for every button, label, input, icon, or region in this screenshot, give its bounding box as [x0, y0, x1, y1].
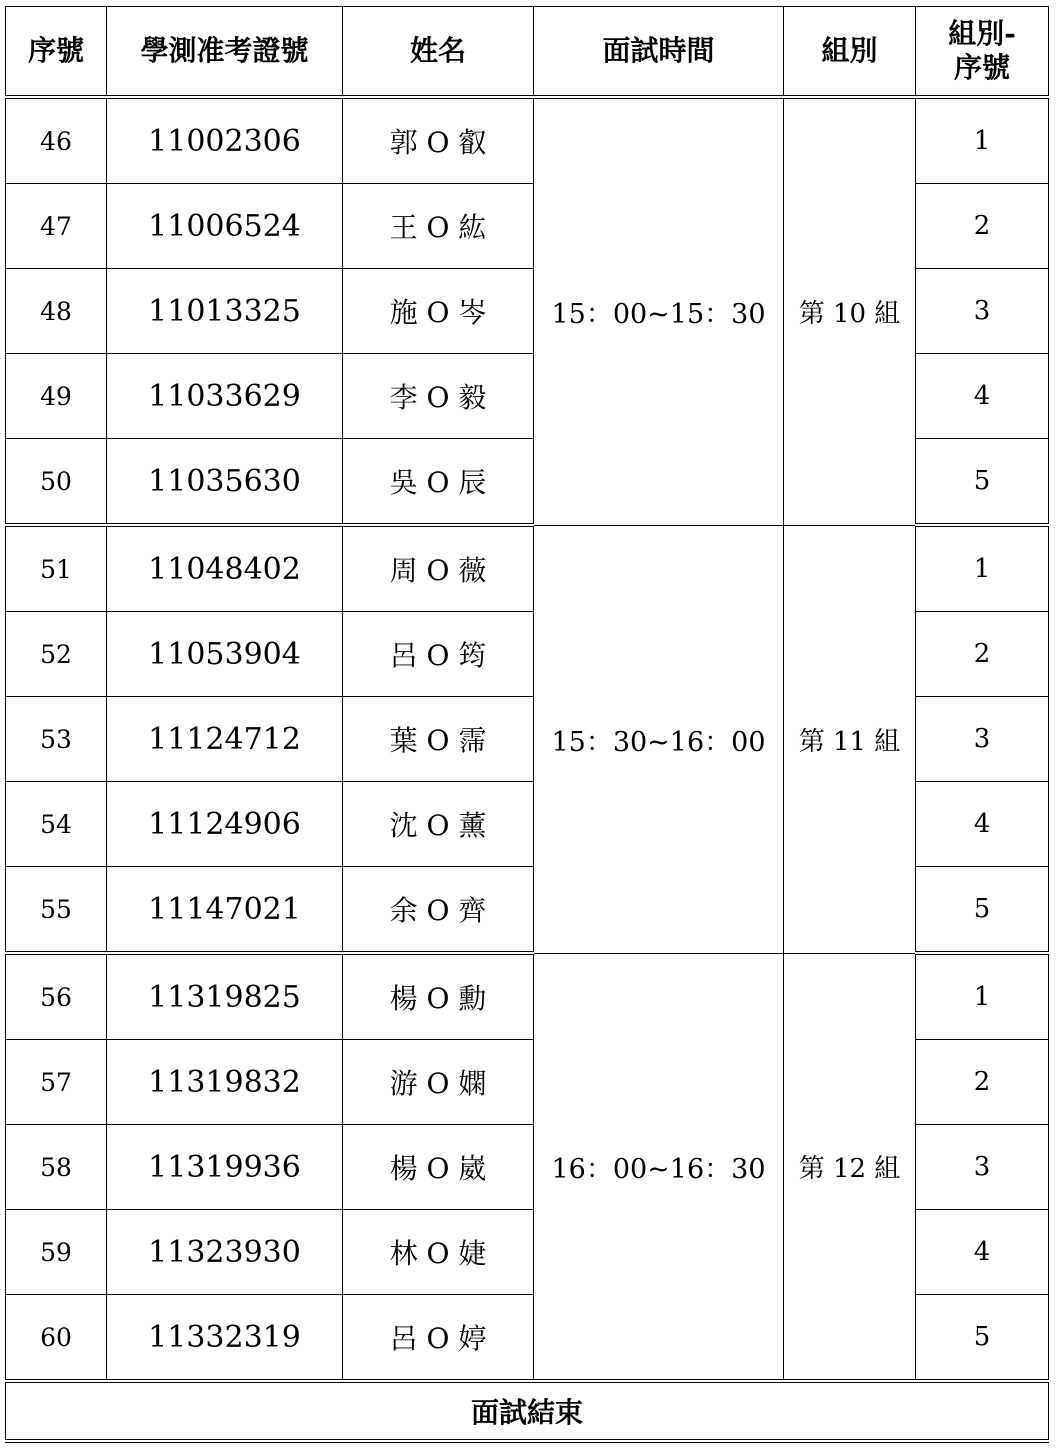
cell-seq: 46 [6, 97, 107, 184]
header-group-seq-line2: 序號 [953, 51, 1010, 84]
cell-name: 楊 O 勳 [343, 953, 534, 1040]
cell-group-seq: 3 [916, 697, 1049, 782]
cell-group-seq: 2 [916, 184, 1049, 269]
cell-exam-no: 11035630 [107, 439, 343, 526]
cell-exam-no: 11002306 [107, 97, 343, 184]
cell-group-seq: 1 [916, 953, 1049, 1040]
cell-seq: 57 [6, 1040, 107, 1125]
footer-end-text: 面試結束 [6, 1381, 1049, 1441]
cell-exam-no: 11147021 [107, 867, 343, 954]
cell-group-seq: 4 [916, 1210, 1049, 1295]
cell-exam-no: 11319825 [107, 953, 343, 1040]
cell-group-seq: 4 [916, 354, 1049, 439]
cell-group-seq: 2 [916, 1040, 1049, 1125]
cell-exam-no: 11124712 [107, 697, 343, 782]
cell-name: 葉 O 霈 [343, 697, 534, 782]
header-group-seq-line1: 組別- [948, 17, 1016, 50]
header-row [6, 7, 1049, 98]
cell-group-label: 第 10 組 [784, 97, 916, 525]
cell-group-seq: 4 [916, 782, 1049, 867]
cell-group-seq: 5 [916, 439, 1049, 526]
cell-seq: 58 [6, 1125, 107, 1210]
cell-group-label: 第 11 組 [784, 525, 916, 953]
header-name: 姓名 [343, 7, 534, 98]
cell-name: 吳 O 辰 [343, 439, 534, 526]
cell-exam-no: 11006524 [107, 184, 343, 269]
header-group-seq [916, 7, 1049, 98]
cell-interview-time: 15：00~15：30 [534, 97, 784, 525]
cell-exam-no: 11323930 [107, 1210, 343, 1295]
cell-seq: 60 [6, 1295, 107, 1382]
cell-group-seq: 5 [916, 867, 1049, 954]
cell-name: 呂 O 婷 [343, 1295, 534, 1382]
cell-name: 楊 O 崴 [343, 1125, 534, 1210]
table-body [6, 97, 1049, 1381]
cell-seq: 53 [6, 697, 107, 782]
cell-name: 周 O 薇 [343, 525, 534, 612]
header-exam-no: 學測准考證號 [107, 7, 343, 98]
cell-seq: 52 [6, 612, 107, 697]
cell-exam-no: 11013325 [107, 269, 343, 354]
cell-exam-no: 11048402 [107, 525, 343, 612]
header-time: 面試時間 [534, 7, 784, 98]
cell-name: 余 O 齊 [343, 867, 534, 954]
cell-group-seq: 2 [916, 612, 1049, 697]
cell-exam-no: 11124906 [107, 782, 343, 867]
cell-name: 游 O 嫻 [343, 1040, 534, 1125]
cell-name: 施 O 岑 [343, 269, 534, 354]
cell-exam-no: 11332319 [107, 1295, 343, 1382]
cell-seq: 48 [6, 269, 107, 354]
header-group: 組別 [784, 7, 916, 98]
cell-group-seq: 5 [916, 1295, 1049, 1382]
interview-schedule-table [5, 6, 1049, 1443]
cell-name: 郭 O 叡 [343, 97, 534, 184]
cell-seq: 55 [6, 867, 107, 954]
table-row [6, 525, 1049, 612]
cell-exam-no: 11033629 [107, 354, 343, 439]
cell-name: 王 O 紘 [343, 184, 534, 269]
cell-exam-no: 11319832 [107, 1040, 343, 1125]
cell-group-label: 第 12 組 [784, 953, 916, 1381]
cell-interview-time: 15：30~16：00 [534, 525, 784, 953]
cell-exam-no: 11319936 [107, 1125, 343, 1210]
cell-exam-no: 11053904 [107, 612, 343, 697]
cell-seq: 54 [6, 782, 107, 867]
cell-name: 林 O 婕 [343, 1210, 534, 1295]
table-row [6, 953, 1049, 1040]
footer-row [6, 1381, 1049, 1441]
cell-seq: 56 [6, 953, 107, 1040]
cell-name: 李 O 毅 [343, 354, 534, 439]
cell-group-seq: 3 [916, 269, 1049, 354]
cell-group-seq: 3 [916, 1125, 1049, 1210]
table-row [6, 97, 1049, 184]
cell-seq: 50 [6, 439, 107, 526]
cell-seq: 59 [6, 1210, 107, 1295]
cell-name: 呂 O 筠 [343, 612, 534, 697]
cell-interview-time: 16：00~16：30 [534, 953, 784, 1381]
cell-name: 沈 O 薰 [343, 782, 534, 867]
cell-seq: 47 [6, 184, 107, 269]
cell-group-seq: 1 [916, 97, 1049, 184]
cell-group-seq: 1 [916, 525, 1049, 612]
cell-seq: 49 [6, 354, 107, 439]
cell-seq: 51 [6, 525, 107, 612]
header-seq: 序號 [6, 7, 107, 98]
